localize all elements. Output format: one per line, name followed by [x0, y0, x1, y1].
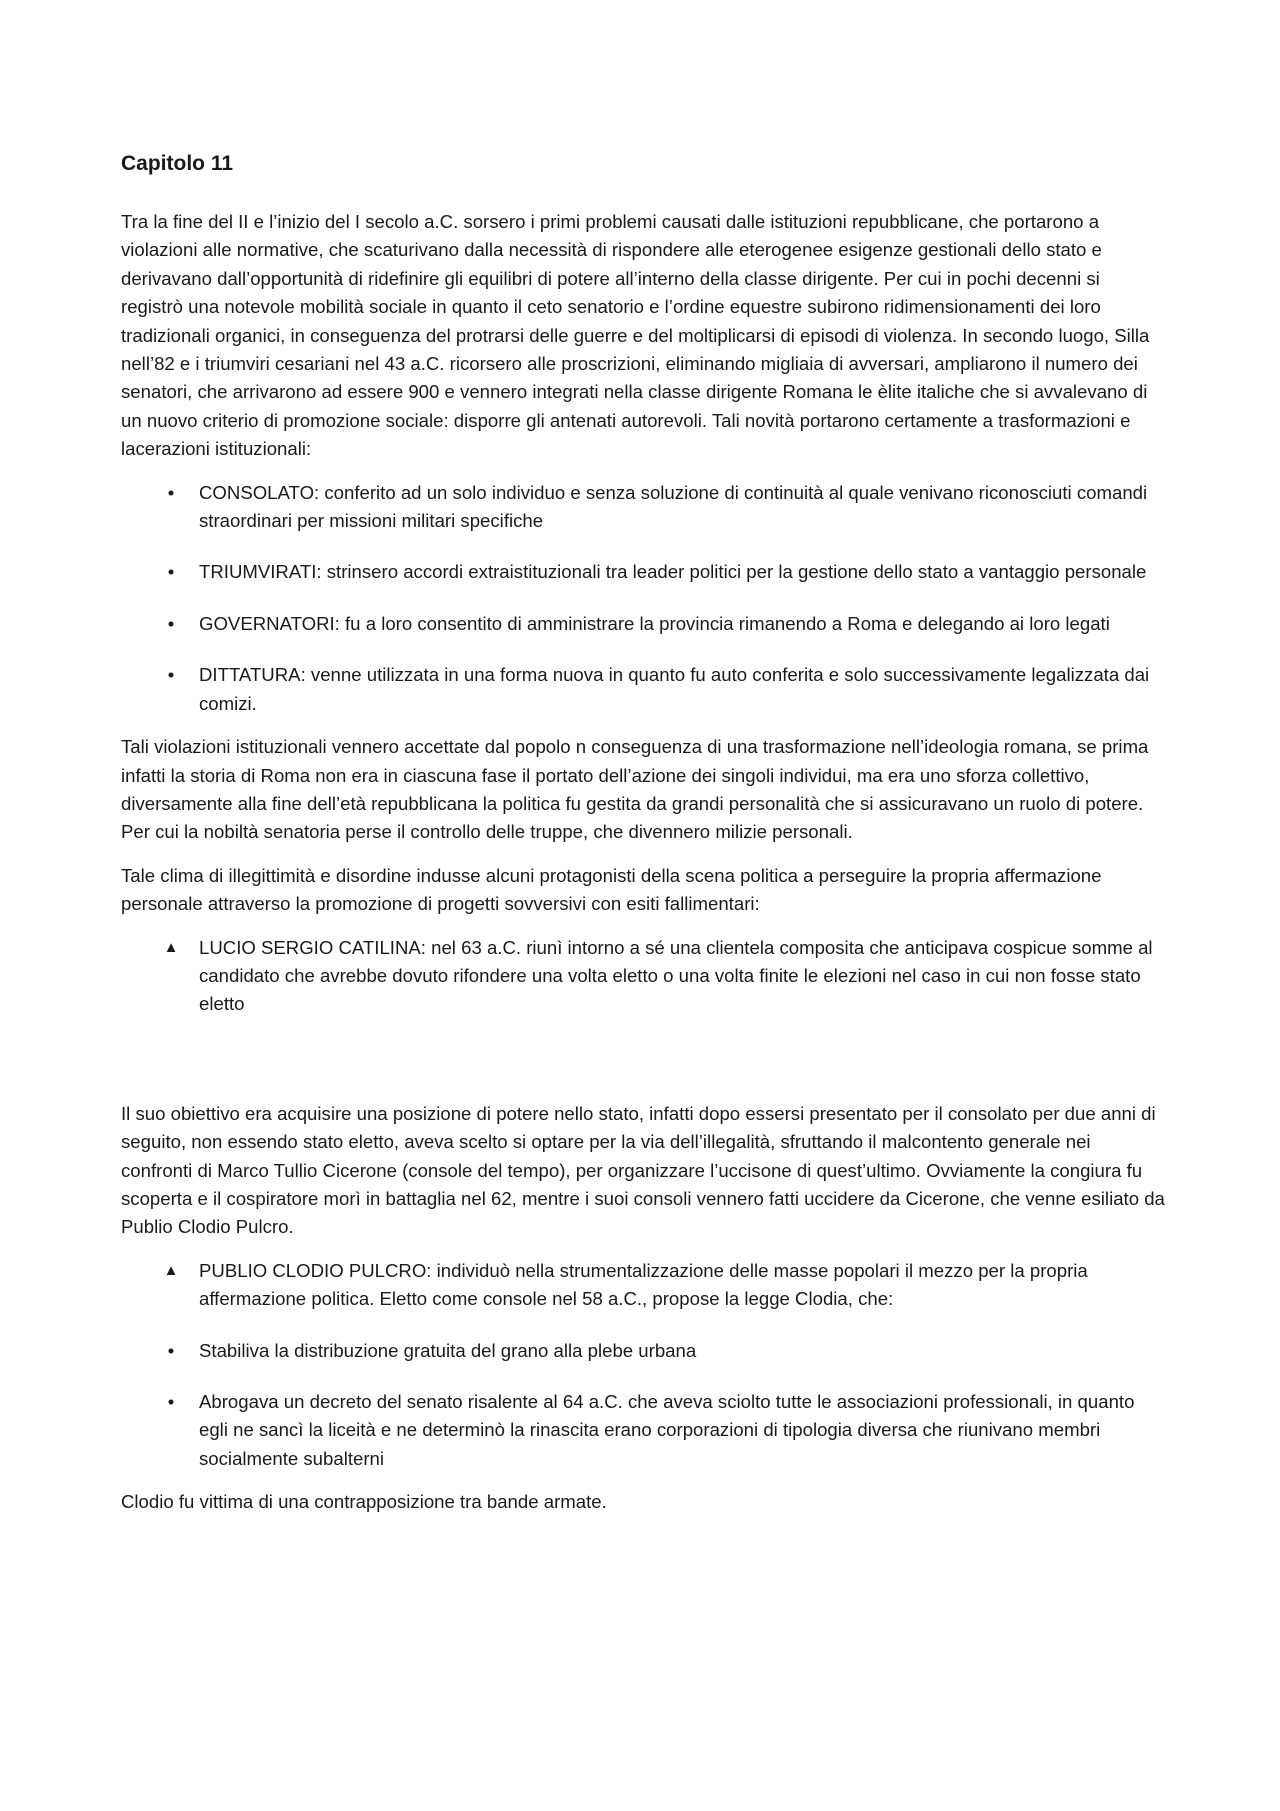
- list-item-text: GOVERNATORI: fu a loro consentito di amministrare la provincia rimanendo a Roma e delegando ai loro legati: [199, 612, 1110, 634]
- list-item-text: PUBLIO CLODIO PULCRO: individuò nella strumentalizzazione delle masse popolari il mezzo per la propria affermazione politica. Eletto come console nel 58 a.C., propose la legge Clodia, che:: [199, 1259, 1088, 1310]
- catilina-paragraph: Il suo obiettivo era acquisire una posizione di potere nello stato, infatti dopo essersi presentato per il consolato per due anni di seguito, non essendo stato eletto, aveva scelto si optare per la via dell’illegalità, sfruttando il malcontento generale nei confronti di Marco Tullio Cicerone (console del tempo), per organizzare l’uccisone di quest’ultimo. Ovviamente la congiura fu scoperta e il cospiratore morì in battaglia nel 62, mentre i suoi consoli vennero fatti uccidere da Cicerone, che venne esiliato da Publio Clodio Pulcro.: [121, 1102, 1165, 1238]
- list-item: [121, 661, 1166, 718]
- list-item-text: DITTATURA: venne utilizzata in una forma nuova in quanto fu auto conferita e solo successivamente legalizzata dai comizi.: [199, 664, 1150, 714]
- list-item-text: Stabiliva la distribuzione gratuita del grano alla plebe urbana: [199, 1339, 697, 1361]
- institutional-changes-list: [121, 479, 1166, 718]
- list-item: [121, 934, 1166, 1019]
- closing-paragraph: Clodio fu vittima di una contrapposizione tra bande armate.: [121, 1491, 607, 1513]
- bullet-icon: •: [167, 1391, 175, 1412]
- list-item: [121, 479, 1166, 536]
- list-item: [121, 1257, 1166, 1314]
- ideology-paragraph: Tali violazioni istituzionali vennero accettate dal popolo n conseguenza di una trasformazione nell’ideologia romana, se prima infatti la storia di Roma non era in ciascuna fase il portato dell’azione dei singoli individui, ma era uno sforza collettivo, diversamente alla fine dell’età repubblicana la politica fu gestita da grandi personalità che si assicuravano un ruolo di potere. Per cui la nobiltà senatoria perse il controllo delle truppe, che divennero milizie personali.: [121, 736, 1149, 843]
- bullet-icon: •: [167, 664, 175, 686]
- list-item: [121, 1337, 1166, 1365]
- list-item-text: Abrogava un decreto del senato risalente al 64 a.C. che aveva sciolto tutte le associazioni professionali, in quanto egli ne sancì la liceità e ne determinò la rinascita erano corporazioni di tipologia diversa che riunivano membri socialmente subalterni: [199, 1391, 1135, 1469]
- list-item-text: CONSOLATO: conferito ad un solo individuo e senza soluzione di continuità al quale venivano riconosciuti comandi straordinari per missioni militari specifiche: [199, 481, 1148, 532]
- triangle-bullet-icon: ▲: [163, 938, 179, 956]
- bullet-icon: •: [167, 561, 175, 583]
- intro-paragraph: Tra la fine del II e l’inizio del I secolo a.C. sorsero i primi problemi causati dalle istituzioni repubblicane, che portarono a violazioni alle normative, che scaturivano dalla necessità di rispondere alle eterogenee esigenze gestionali dello stato e derivavano dall’opportunità di ridefinire gli equilibri di potere all’interno della classe dirigente. Per cui in pochi decenni si registrò una notevole mobilità sociale in quanto il ceto senatorio e l’ordine equestre subirono ridimensionamenti dei loro tradizionali organici, in conseguenza del protrarsi delle guerre e del moltiplicarsi di episodi di violenza. In secondo luogo, Silla nell’82 e i triumviri cesariani nel 43 a.C. ricorsero alle proscrizioni, eliminando migliaia di avversari, ampliarono il numero dei senatori, che arrivarono ad essere 900 e vennero integrati nella classe dirigente Romana le èlite italiche che si avvalevano di un nuovo criterio di promozione sociale: disporre gli antenati autorevoli. Tali novità portarono certamente a trasformazioni e lacerazioni istituzionali:: [121, 211, 1150, 460]
- clodio-list: [121, 1257, 1166, 1473]
- document-page: [121, 150, 1166, 1532]
- bullet-icon: •: [167, 612, 175, 634]
- bullet-icon: •: [167, 1339, 175, 1361]
- list-item: [121, 1388, 1166, 1473]
- list-item-text: LUCIO SERGIO CATILINA: nel 63 a.C. riunì intorno a sé una clientela composita che anticipava cospicue somme al candidato che avrebbe dovuto rifondere una volta eletto o una volta finite le elezioni nel caso in cui non fosse stato eletto: [199, 936, 1153, 1015]
- blank-space: [121, 1034, 1166, 1100]
- chapter-heading: Capitolo 11: [121, 152, 234, 175]
- list-item-text: TRIUMVIRATI: strinsero accordi extraistituzionali tra leader politici per la gestione dello stato a vantaggio personale: [199, 561, 1147, 583]
- list-item: [121, 558, 1166, 586]
- triangle-bullet-icon: ▲: [163, 1261, 179, 1279]
- list-item: [121, 610, 1166, 638]
- catilina-list: [121, 934, 1166, 1019]
- bullet-icon: •: [167, 481, 175, 503]
- illegitimacy-paragraph: Tale clima di illegittimità e disordine indusse alcuni protagonisti della scena politica a perseguire la propria affermazione personale attraverso la promozione di progetti sovversivi con esiti fallimentari:: [121, 864, 1102, 915]
